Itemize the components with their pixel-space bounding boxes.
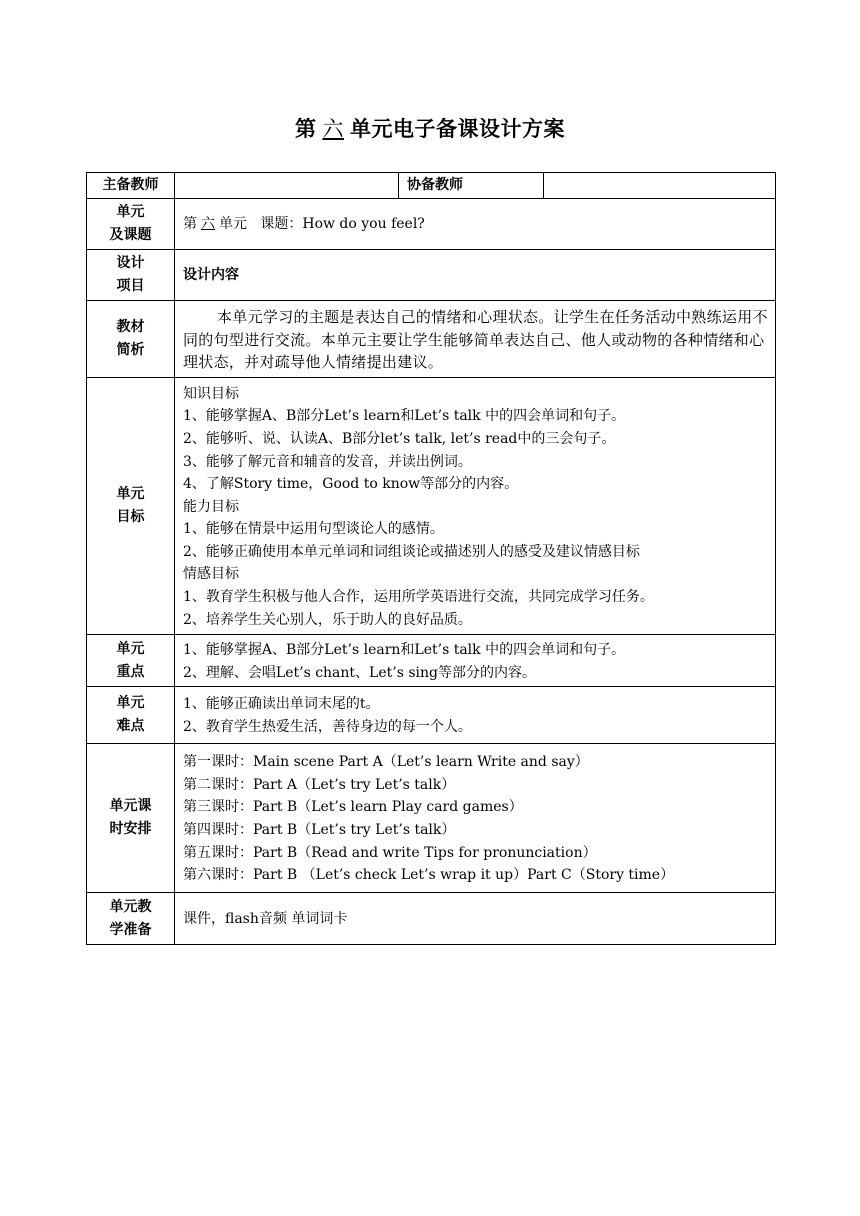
schedule-content bbox=[175, 744, 776, 893]
preparation-label: 单元教 学准备 bbox=[87, 893, 175, 945]
title-prefix: 第 bbox=[295, 117, 317, 141]
schedule-row bbox=[87, 744, 776, 893]
goals-line: 情感目标 bbox=[183, 566, 239, 583]
key-points-row bbox=[87, 635, 776, 687]
design-content-header: 设计内容 bbox=[175, 250, 776, 301]
schedule-line: 第四课时：Part B（Let’s try Let’s talk） bbox=[183, 822, 456, 838]
goals-line: 2、能够正确使用本单元单词和词组谈论或描述别人的感受及建议情感目标 bbox=[183, 543, 640, 560]
schedule-line: 第六课时：Part B （Let’s check Let’s wrap it up）Part C（Story time） bbox=[183, 867, 675, 884]
design-row bbox=[87, 250, 776, 301]
schedule-line: 第二课时：Part A（Let’s try Let’s talk） bbox=[183, 776, 456, 793]
analysis-label: 教材 简析 bbox=[87, 301, 175, 378]
key-points-label: 单元 重点 bbox=[87, 635, 175, 687]
unit-topic-label: 单元 及课题 bbox=[87, 199, 175, 250]
assist-teacher-value[interactable] bbox=[544, 173, 776, 199]
analysis-row bbox=[87, 301, 776, 378]
lead-teacher-label: 主备教师 bbox=[87, 173, 175, 199]
goals-line: 1、教育学生积极与他人合作，运用所学英语进行交流，共同完成学习任务。 bbox=[183, 589, 654, 606]
goals-row bbox=[87, 378, 776, 635]
goals-line: 4、了解Story time，Good to know等部分的内容。 bbox=[183, 476, 519, 493]
analysis-content bbox=[175, 301, 776, 378]
goals-line: 3、能够了解元音和辅音的发音，并读出例词。 bbox=[183, 453, 472, 470]
difficulty-line: 2、教育学生热爱生活，善待身边的每一个人。 bbox=[183, 719, 472, 735]
difficulties-row bbox=[87, 687, 776, 744]
preparation-text: 课件，flash音频 单词词卡 bbox=[183, 911, 348, 928]
goals-line: 能力目标 bbox=[183, 498, 239, 515]
page-title bbox=[0, 113, 860, 143]
key-point-line: 1、能够掌握A、B部分Let’s learn和Let’s talk 中的四会单词和句子。 bbox=[183, 641, 626, 658]
assist-teacher-label: 协备教师 bbox=[399, 173, 544, 199]
preparation-row bbox=[87, 893, 776, 945]
design-label: 设计 项目 bbox=[87, 250, 175, 301]
goals-line: 2、培养学生关心别人，乐于助人的良好品质。 bbox=[183, 611, 472, 628]
schedule-line: 第五课时：Part B（Read and write Tips for pronunciation） bbox=[183, 844, 597, 861]
preparation-content bbox=[175, 893, 776, 945]
unit-topic-row bbox=[87, 199, 776, 250]
goals-line: 1、能够掌握A、B部分Let’s learn和Let’s talk 中的四会单词和句子。 bbox=[183, 408, 626, 425]
lesson-topic: 课题：How do you feel? bbox=[260, 215, 425, 232]
difficulties-label: 单元 难点 bbox=[87, 687, 175, 744]
difficulties-content bbox=[175, 687, 776, 744]
schedule-label: 单元课 时安排 bbox=[87, 744, 175, 893]
teachers-row bbox=[87, 173, 776, 199]
schedule-line: 第一课时：Main scene Part A（Let’s learn Write and say） bbox=[183, 754, 589, 771]
goals-line: 2、能够听、说、认读A、B部分let’s talk, let’s read中的三会句子。 bbox=[183, 430, 616, 447]
difficulty-line: 1、能够正确读出单词末尾的t。 bbox=[183, 696, 380, 713]
goals-content bbox=[175, 378, 776, 635]
key-point-line: 2、理解、会唱Let’s chant、Let’s sing等部分的内容。 bbox=[183, 664, 536, 681]
schedule-line: 第三课时：Part B（Let’s learn Play card games） bbox=[183, 799, 523, 816]
key-points-content bbox=[175, 635, 776, 687]
analysis-text: 本单元学习的主题是表达自己的情绪和心理状态。让学生在任务活动中熟练运用不同的句型进行交流。本单元主要让学生能够简单表达自己、他人或动物的各种情绪和心理状态，并对疏导他人情绪提出建议。 bbox=[183, 307, 768, 372]
goals-line: 知识目标 bbox=[183, 385, 239, 402]
unit-number: 六 bbox=[201, 215, 215, 232]
title-suffix: 单元电子备课设计方案 bbox=[350, 117, 565, 141]
goals-label: 单元 目标 bbox=[87, 378, 175, 635]
goals-line: 1、能够在情景中运用句型谈论人的感情。 bbox=[183, 521, 444, 538]
lesson-plan-table bbox=[86, 172, 776, 945]
unit-topic-value: 第 六 单元 课题：How do you feel? bbox=[175, 199, 776, 250]
title-unit-number: 六 bbox=[322, 117, 344, 141]
lead-teacher-value[interactable] bbox=[175, 173, 399, 199]
